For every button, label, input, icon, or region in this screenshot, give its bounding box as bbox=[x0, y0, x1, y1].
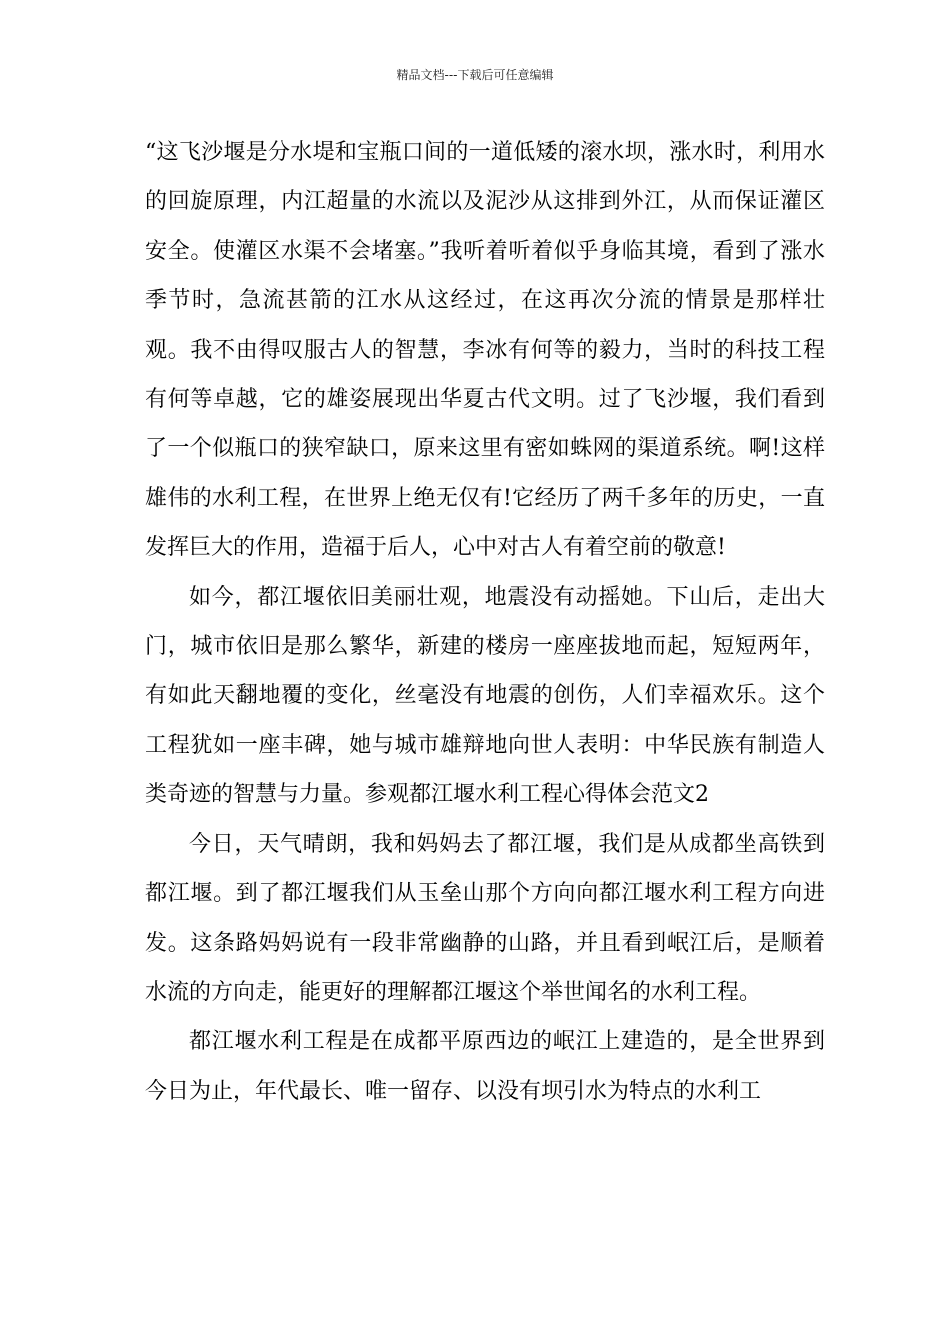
paragraph: 都江堰水利工程是在成都平原西边的岷江上建造的，是全世界到今日为止，年代最长、唯一留存、以没有坝引水为特点的水利工 bbox=[145, 1029, 825, 1104]
paragraph: “这飞沙堰是分水堤和宝瓶口间的一道低矮的滚水坝，涨水时，利用水的回旋原理，内江超量的水流以及泥沙从这排到外江，从而保证灌区安全。使灌区水渠不会堵塞。”我听着听着似乎身临其境，看到了涨水季节时，急流甚箭的江水从这经过，在这再次分流的情景是那样壮观。我不由得叹服古人的智慧，李冰有何等的毅力，当时的科技工程有何等卓越，它的雄姿展现出华夏古代文明。过了飞沙堰，我们看到了一个似瓶口的狭窄缺口，原来这里有密如蛛网的渠道系统。啊!这样雄伟的水利工程，在世界上绝无仅有!它经历了两千多年的历史，一直发挥巨大的作用，造福于后人，心中对古人有着空前的敬意! bbox=[145, 140, 825, 561]
paragraph: 今日，天气晴朗，我和妈妈去了都江堰，我们是从成都坐高铁到都江堰。到了都江堰我们从玉垒山那个方向向都江堰水利工程方向进发。这条路妈妈说有一段非常幽静的山路，并且看到岷江后，是顺着水流的方向走，能更好的理解都江堰这个举世闻名的水利工程。 bbox=[145, 831, 825, 1005]
page-header: 精品文档---下载后可任意编辑 bbox=[396, 68, 554, 82]
paragraph: 如今，都江堰依旧美丽壮观，地震没有动摇她。下山后，走出大门，城市依旧是那么繁华，新建的楼房一座座拔地而起，短短两年，有如此天翻地覆的变化，丝毫没有地震的创伤，人们幸福欢乐。这个工程犹如一座丰碑，她与城市雄辩地向世人表明：中华民族有制造人类奇迹的智慧与力量。参观都江堰水利工程心得体会范文2 bbox=[145, 584, 825, 808]
document-body bbox=[145, 128, 825, 1116]
